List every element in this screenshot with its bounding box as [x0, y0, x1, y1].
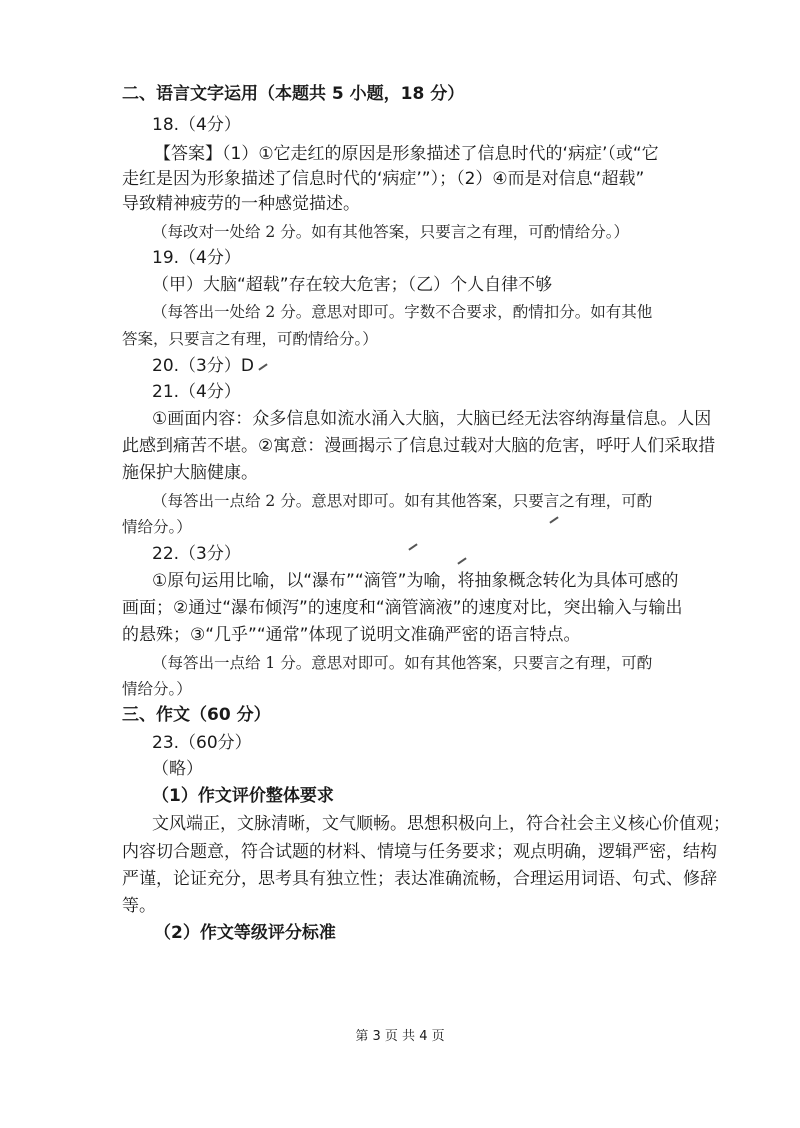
q21-label: 21.（4分） [152, 382, 241, 402]
q19-label: 19.（4分） [152, 248, 241, 268]
q22-answer-line-1: ①原句运用比喻，以“瀑布”“滴管”为喻，将抽象概念转化为具体可感的 [152, 571, 679, 591]
q20-label: 20.（3分）D [152, 356, 254, 376]
q22-answer-line-2: 画面；②通过“瀑布倾泻”的速度和“滴管滴液”的速度对比，突出输入与输出 [122, 598, 683, 618]
q18-label: 18.（4分） [152, 115, 241, 135]
q19-scoring-note-line-1: （每答出一处给 2 分。意思对即可。字数不合要求，酌情扣分。如有其他 [152, 303, 653, 321]
q22-label: 22.（3分） [152, 544, 241, 564]
section-3-heading: 三、作文（60 分） [122, 705, 271, 725]
q21-answer-line-1: ①画面内容：众多信息如流水涌入大脑，大脑已经无法容纳海量信息。人因 [152, 409, 712, 429]
q23-label: 23.（60分） [152, 733, 252, 753]
q19-answer-line-1: （甲）大脑“超载”存在较大危害；（乙）个人自律不够 [152, 275, 553, 295]
q23-subsection-2-title: （2）作文等级评分标准 [154, 923, 336, 943]
q18-answer-line-1: 【答案】（1）①它走红的原因是形象描述了信息时代的‘病症’（或“它 [154, 144, 659, 164]
q22-scoring-note-line-1: （每答出一点给 1 分。意思对即可。如有其他答案，只要言之有理，可酌 [152, 654, 653, 672]
q18-scoring-note: （每改对一处给 2 分。如有其他答案，只要言之有理，可酌情给分。） [152, 223, 629, 241]
section-2-heading: 二、语言文字运用（本题共 5 小题，18 分） [122, 84, 465, 104]
scan-mark [408, 543, 417, 550]
scan-mark [258, 363, 267, 370]
q18-answer-line-2: 走红是因为形象描述了信息时代的‘病症’”）；（2）④而是对信息“超载” [122, 169, 645, 189]
q22-answer-line-3: 的悬殊；③“几乎”“通常”体现了说明文准确严密的语言特点。 [122, 625, 581, 645]
q23-requirements-line-1: 文风端正，文脉清晰，文气顺畅。思想积极向上，符合社会主义核心价值观； [152, 814, 730, 834]
q19-scoring-note-line-2: 答案，只要言之有理，可酌情给分。） [122, 330, 378, 348]
scan-mark [549, 516, 558, 523]
q23-requirements-line-2: 内容切合题意，符合试题的材料、情境与任务要求；观点明确，逻辑严密，结构 [122, 842, 717, 862]
q23-requirements-line-4: 等。 [122, 896, 156, 916]
q21-answer-line-3: 施保护大脑健康。 [122, 463, 258, 483]
scan-mark [457, 557, 466, 564]
page-number-footer: 第 3 页 共 4 页 [355, 1029, 445, 1044]
q21-scoring-note-line-2: 情给分。） [122, 518, 192, 536]
q21-answer-line-2: 此感到痛苦不堪。②寓意：漫画揭示了信息过载对大脑的危害，呼吁人们采取措 [122, 436, 716, 456]
q23-omitted: （略） [152, 759, 203, 779]
q23-requirements-line-3: 严谨，论证充分，思考具有独立性；表达准确流畅，合理运用词语、句式、修辞 [122, 869, 717, 889]
q21-scoring-note-line-1: （每答出一点给 2 分。意思对即可。如有其他答案，只要言之有理，可酌 [152, 492, 653, 510]
q18-answer-line-3: 导致精神疲劳的一种感觉描述。 [122, 194, 360, 214]
q23-subsection-1-title: （1）作文评价整体要求 [152, 786, 334, 806]
q22-scoring-note-line-2: 情给分。） [122, 680, 192, 698]
